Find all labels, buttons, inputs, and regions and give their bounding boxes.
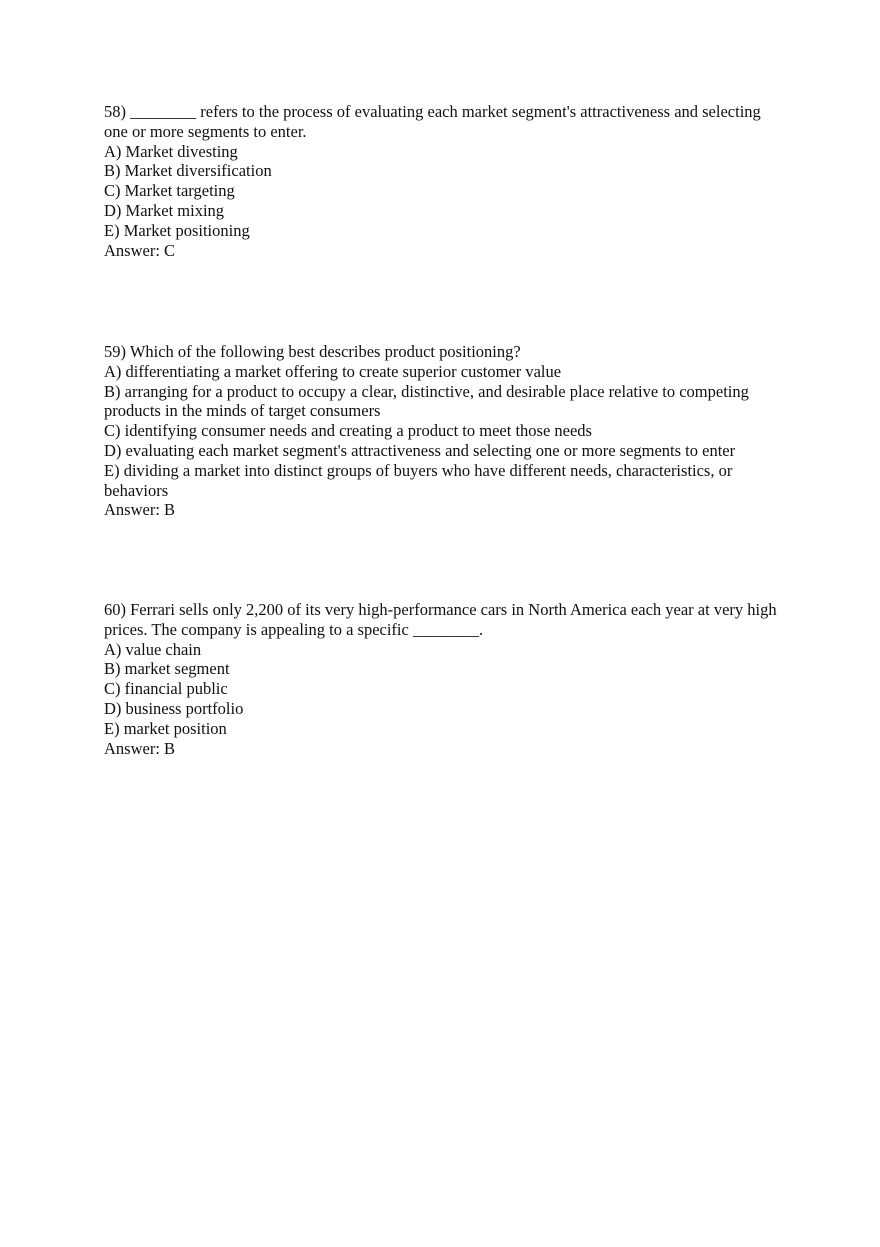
option-e: E) market position <box>104 718 227 738</box>
question-stem: 59) Which of the following best describes product positioning? <box>104 342 521 361</box>
answer-line: Answer: B <box>104 500 176 520</box>
option-b: B) arranging for a product to occupy a clear, distinctive, and desirable place relative to competing products in the minds of target consumers <box>104 381 749 421</box>
option-b: B) market segment <box>104 659 230 679</box>
option-e: E) Market positioning <box>104 220 250 240</box>
option-d: D) evaluating each market segment's attractiveness and selecting one or more segments to enter <box>104 440 736 460</box>
option-c: C) identifying consumer needs and creating a product to meet those needs <box>104 421 592 441</box>
option-d: D) Market mixing <box>104 200 225 220</box>
option-c: C) Market targeting <box>104 181 235 201</box>
question-58 <box>104 102 784 260</box>
question-stem: 60) Ferrari sells only 2,200 of its very high-performance cars in North America each year at very high prices. The company is appealing to a specific ________. <box>104 600 777 639</box>
question-59 <box>104 342 784 520</box>
option-b: B) Market diversification <box>104 161 272 181</box>
option-e: E) dividing a market into distinct groups of buyers who have different needs, characteristics, or behaviors <box>104 460 733 500</box>
option-d: D) business portfolio <box>104 698 244 718</box>
option-c: C) financial public <box>104 679 228 699</box>
option-a: A) Market divesting <box>104 141 238 161</box>
question-60 <box>104 600 784 758</box>
answer-line: Answer: C <box>104 240 176 260</box>
question-stem: 58) ________ refers to the process of evaluating each market segment's attractiveness and selecting one or more segments to enter. <box>104 102 761 141</box>
answer-line: Answer: B <box>104 738 176 758</box>
option-a: A) differentiating a market offering to create superior customer value <box>104 361 562 381</box>
option-a: A) value chain <box>104 639 202 659</box>
